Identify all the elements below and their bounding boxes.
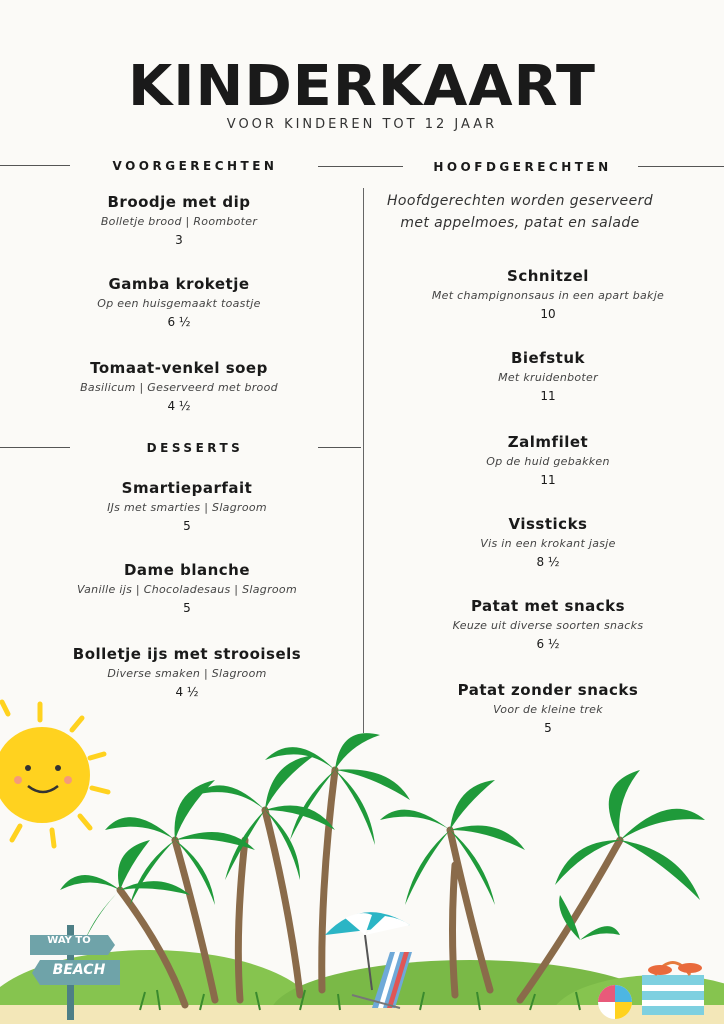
item-price: 3 bbox=[175, 233, 183, 247]
item-name: Broodje met dip bbox=[107, 193, 251, 211]
item-price: 11 bbox=[540, 473, 556, 487]
menu-item bbox=[372, 267, 724, 321]
menu-item bbox=[372, 515, 724, 569]
palm-tree bbox=[265, 733, 410, 845]
palm-trunk bbox=[453, 865, 456, 995]
item-price: 5 bbox=[544, 721, 552, 735]
item-price: 10 bbox=[540, 307, 556, 321]
section-heading-voorgerechten: VOORGERECHTEN bbox=[112, 159, 278, 173]
menu-item bbox=[372, 349, 724, 403]
menu-item bbox=[0, 193, 358, 247]
palm-trunk bbox=[265, 810, 300, 995]
divider bbox=[0, 165, 70, 166]
section-heading-desserts: DESSERTS bbox=[146, 441, 244, 455]
item-price: 5 bbox=[183, 601, 191, 615]
item-name: Tomaat-venkel soep bbox=[90, 359, 268, 377]
item-name: Vissticks bbox=[508, 515, 588, 533]
palm-tree bbox=[555, 770, 705, 900]
intro-line: Hoofdgerechten worden geserveerd bbox=[386, 193, 654, 209]
item-price: 4 ½ bbox=[175, 685, 199, 699]
item-price: 8 ½ bbox=[536, 555, 560, 569]
item-name: Zalmfilet bbox=[507, 433, 589, 451]
divider bbox=[638, 166, 724, 167]
menu-item bbox=[0, 561, 374, 615]
item-name: Biefstuk bbox=[510, 349, 586, 367]
item-description: Op de huid gebakken bbox=[486, 455, 610, 468]
item-name: Dame blanche bbox=[123, 561, 251, 579]
menu-title: KINDERKAART bbox=[127, 54, 597, 119]
item-price: 5 bbox=[183, 519, 191, 533]
item-description: Diverse smaken | Slagroom bbox=[107, 667, 267, 680]
item-price: 11 bbox=[540, 389, 556, 403]
item-description: Basilicum | Geserveerd met brood bbox=[80, 381, 278, 394]
sign-text-beach: BEACH bbox=[52, 962, 106, 978]
section-heading-hoofdgerechten: HOOFDGERECHTEN bbox=[433, 160, 612, 174]
item-name: Gamba kroketje bbox=[108, 275, 250, 293]
item-name: Schnitzel bbox=[507, 267, 589, 285]
sun-icon bbox=[0, 702, 108, 846]
item-description: Met champignonsaus in een apart bakje bbox=[431, 289, 665, 302]
item-description: IJs met smarties | Slagroom bbox=[107, 501, 267, 514]
item-price: 6 ½ bbox=[536, 637, 560, 651]
beach-ball-icon bbox=[598, 985, 632, 1019]
item-name: Bolletje ijs met strooisels bbox=[72, 645, 302, 663]
item-price: 6 ½ bbox=[167, 315, 191, 329]
palm-tree bbox=[60, 840, 190, 940]
item-description: Vis in een krokant jasje bbox=[480, 537, 616, 550]
sign-text-way-to: WAY TO bbox=[47, 935, 91, 946]
hoofdgerechten-intro bbox=[360, 190, 680, 234]
menu-item bbox=[0, 479, 374, 533]
palm-tree bbox=[105, 780, 255, 905]
menu-item bbox=[0, 275, 358, 329]
menu-item bbox=[0, 359, 358, 413]
item-description: Met kruidenboter bbox=[498, 371, 598, 384]
item-name: Patat zonder snacks bbox=[457, 681, 639, 699]
item-description: Op een huisgemaakt toastje bbox=[97, 297, 261, 310]
menu-item bbox=[372, 597, 724, 651]
menu-item bbox=[372, 433, 724, 487]
item-description: Voor de kleine trek bbox=[493, 703, 603, 716]
intro-line: met appelmoes, patat en salade bbox=[400, 215, 640, 231]
palm-trunk bbox=[322, 770, 335, 990]
divider bbox=[318, 166, 403, 167]
item-description: Keuze uit diverse soorten snacks bbox=[452, 619, 644, 632]
item-name: Patat met snacks bbox=[470, 597, 626, 615]
item-name: Smartieparfait bbox=[121, 479, 253, 497]
item-description: Vanille ijs | Chocoladesaus | Slagroom bbox=[77, 583, 297, 596]
divider bbox=[318, 447, 361, 448]
beach-bag-icon bbox=[642, 963, 704, 1016]
menu-subtitle: VOOR KINDEREN TOT 12 JAAR bbox=[226, 117, 498, 132]
item-description: Bolletje brood | Roomboter bbox=[100, 215, 258, 228]
divider bbox=[0, 447, 70, 448]
item-price: 4 ½ bbox=[167, 399, 191, 413]
